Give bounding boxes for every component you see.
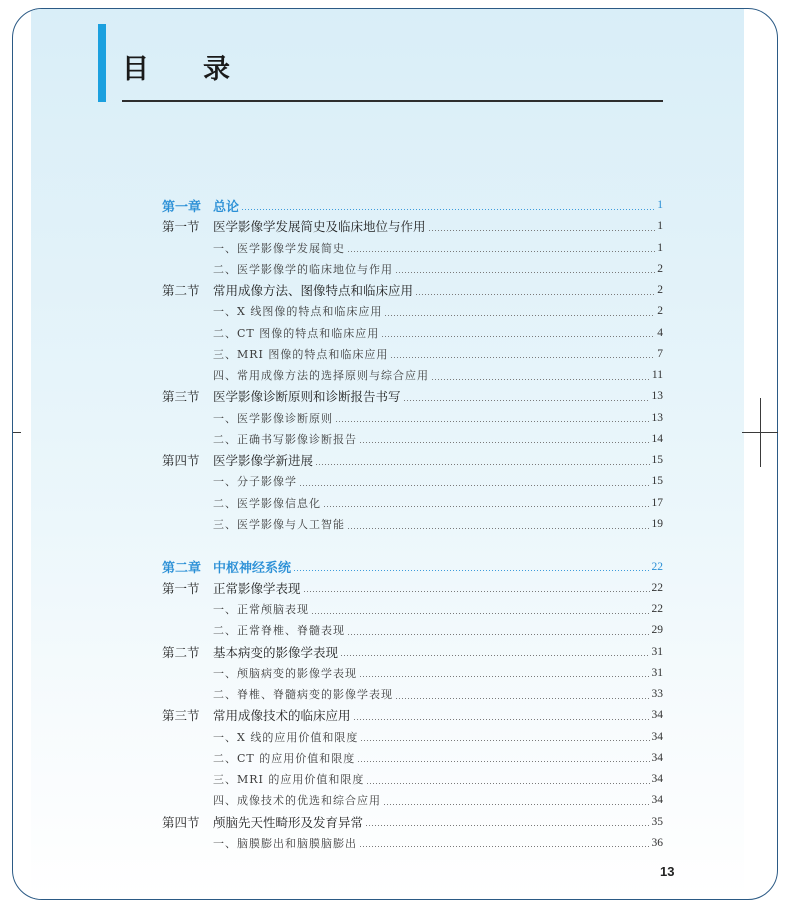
item-title: 二、正确书写影像诊断报告 — [213, 432, 357, 446]
dot-leader — [360, 442, 650, 443]
item-title: 一、脑膜膨出和脑膜脑膨出 — [213, 836, 357, 850]
item-title: 三、MRI 的应用价值和限度 — [213, 773, 365, 787]
page-ref: 13 — [651, 390, 663, 403]
page-ref: 31 — [651, 645, 663, 658]
toc-section-row — [162, 450, 663, 471]
toc-item-row — [162, 365, 663, 386]
page-ref: 34 — [651, 730, 663, 743]
page-ref: 1 — [657, 220, 663, 233]
section-title: 常用成像技术的临床应用 — [213, 708, 351, 724]
page-ref: 33 — [651, 688, 663, 701]
dot-leader — [396, 698, 650, 699]
toc-item-row — [162, 343, 663, 364]
dot-leader — [348, 528, 650, 529]
section-title: 医学影像学发展简史及临床地位与作用 — [213, 219, 426, 235]
section-label: 第四节 — [162, 814, 200, 830]
crop-mark-left — [13, 432, 21, 433]
item-title: 一、医学影像学发展简史 — [213, 241, 345, 255]
title-accent-bar — [98, 24, 106, 102]
page-ref: 17 — [651, 496, 663, 509]
section-title: 常用成像方法、图像特点和临床应用 — [213, 283, 414, 299]
dot-leader — [242, 209, 655, 210]
toc-item-row — [162, 492, 663, 513]
page-ref: 1 — [657, 241, 663, 254]
section-title: 医学影像学新进展 — [213, 453, 314, 469]
toc-chapter-row — [162, 194, 663, 215]
toc-item-row — [162, 684, 663, 705]
chapter-label: 第二章 — [162, 561, 202, 577]
toc-section-row — [162, 279, 663, 300]
section-label: 第三节 — [162, 389, 200, 405]
item-title: 二、医学影像学的临床地位与作用 — [213, 262, 393, 276]
dot-leader — [358, 761, 649, 762]
toc-section-row — [162, 216, 663, 237]
section-label: 第二节 — [162, 644, 200, 660]
toc-item-row — [162, 258, 663, 279]
item-title: 二、医学影像信息化 — [213, 496, 321, 510]
toc-item-row — [162, 301, 663, 322]
section-title: 医学影像诊断原则和诊断报告书写 — [213, 389, 401, 405]
section-label: 第一节 — [162, 219, 200, 235]
page-ref: 34 — [651, 709, 663, 722]
toc-item-row — [162, 237, 663, 258]
toc-item-row — [162, 769, 663, 790]
page-ref: 15 — [651, 454, 663, 467]
item-title: 一、颅脑病变的影像学表现 — [213, 666, 357, 680]
toc-item-row — [162, 428, 663, 449]
chapter-title: 中枢神经系统 — [213, 561, 292, 577]
page-ref: 7 — [657, 347, 663, 360]
dot-leader — [416, 294, 655, 295]
section-title: 基本病变的影像学表现 — [213, 644, 339, 660]
page-ref: 34 — [651, 751, 663, 764]
toc-section-row — [162, 705, 663, 726]
dot-leader — [367, 783, 649, 784]
dot-leader — [300, 485, 650, 486]
page-ref: 35 — [651, 815, 663, 828]
section-title: 正常影像学表现 — [213, 580, 301, 596]
dot-leader — [385, 315, 655, 316]
dot-leader — [384, 804, 650, 805]
crop-mark-right-vertical — [760, 398, 761, 467]
page-ref: 13 — [651, 411, 663, 424]
dot-leader — [348, 634, 650, 635]
dot-leader — [429, 230, 656, 231]
title-divider — [122, 100, 663, 102]
toc-item-row — [162, 832, 663, 853]
toc-section-row — [162, 386, 663, 407]
item-title: 二、脊椎、脊髓病变的影像学表现 — [213, 688, 393, 702]
page-ref: 15 — [651, 475, 663, 488]
page-ref: 34 — [651, 794, 663, 807]
dot-leader — [336, 421, 650, 422]
page-ref: 34 — [651, 773, 663, 786]
item-title: 三、MRI 图像的特点和临床应用 — [213, 347, 389, 361]
page-ref: 1 — [657, 199, 663, 212]
dot-leader — [382, 336, 655, 337]
item-title: 二、CT 图像的特点和临床应用 — [213, 326, 380, 340]
dot-leader — [341, 655, 649, 656]
toc-item-row — [162, 513, 663, 534]
page-ref: 2 — [657, 284, 663, 297]
dot-leader — [294, 570, 649, 571]
section-label: 第二节 — [162, 283, 200, 299]
dot-leader — [391, 357, 655, 358]
toc-item-row — [162, 598, 663, 619]
dot-leader — [361, 740, 649, 741]
dot-leader — [304, 591, 650, 592]
page-ref: 14 — [651, 432, 663, 445]
item-title: 一、X 线图像的特点和临床应用 — [213, 305, 383, 319]
dot-leader — [432, 379, 650, 380]
toc-item-row — [162, 726, 663, 747]
page-ref: 29 — [651, 624, 663, 637]
dot-leader — [354, 719, 650, 720]
dot-leader — [366, 825, 649, 826]
section-title: 颅脑先天性畸形及发育异常 — [213, 814, 364, 830]
chapter-label: 第一章 — [162, 199, 202, 215]
item-title: 二、正常脊椎、脊髓表现 — [213, 624, 345, 638]
page-ref: 19 — [651, 518, 663, 530]
toc-item-row — [162, 747, 663, 768]
toc-item-row — [162, 790, 663, 811]
item-title: 四、成像技术的优选和综合应用 — [213, 794, 381, 808]
item-title: 一、正常颅脑表现 — [213, 603, 309, 617]
dot-leader — [360, 676, 650, 677]
item-title: 四、常用成像方法的选择原则与综合应用 — [213, 369, 429, 383]
section-label: 第一节 — [162, 580, 200, 596]
page-ref: 22 — [651, 603, 663, 616]
toc-section-row — [162, 577, 663, 598]
page-ref: 36 — [651, 836, 663, 849]
page-ref: 4 — [657, 326, 663, 339]
chapter-title: 总论 — [213, 199, 240, 215]
page-ref: 22 — [651, 560, 663, 573]
toc-section-row — [162, 641, 663, 662]
dot-leader — [348, 251, 655, 252]
toc-item-row — [162, 620, 663, 641]
section-label: 第三节 — [162, 708, 200, 724]
toc-item-row — [162, 471, 663, 492]
page-title: 目 录 — [122, 54, 230, 85]
item-title: 一、X 线的应用价值和限度 — [213, 730, 359, 744]
toc-item-row — [162, 662, 663, 683]
page-ref: 11 — [651, 369, 663, 382]
page-ref: 31 — [651, 666, 663, 679]
toc-item-row — [162, 322, 663, 343]
item-title: 三、医学影像与人工智能 — [213, 518, 345, 531]
page-ref: 2 — [657, 305, 663, 318]
table-of-contents — [162, 194, 663, 853]
dot-leader — [404, 400, 650, 401]
toc-chapter-row — [162, 556, 663, 577]
dot-leader — [312, 613, 650, 614]
dot-leader — [360, 846, 650, 847]
item-title: 二、CT 的应用价值和限度 — [213, 751, 356, 765]
item-title: 一、医学影像诊断原则 — [213, 411, 333, 425]
toc-section-row — [162, 811, 663, 832]
page-ref: 2 — [657, 262, 663, 275]
dot-leader — [324, 506, 650, 507]
section-label: 第四节 — [162, 453, 200, 469]
page-ref: 22 — [651, 581, 663, 594]
dot-leader — [396, 272, 655, 273]
page-number: 13 — [660, 864, 675, 879]
toc-item-row — [162, 407, 663, 428]
item-title: 一、分子影像学 — [213, 475, 297, 489]
dot-leader — [316, 464, 649, 465]
